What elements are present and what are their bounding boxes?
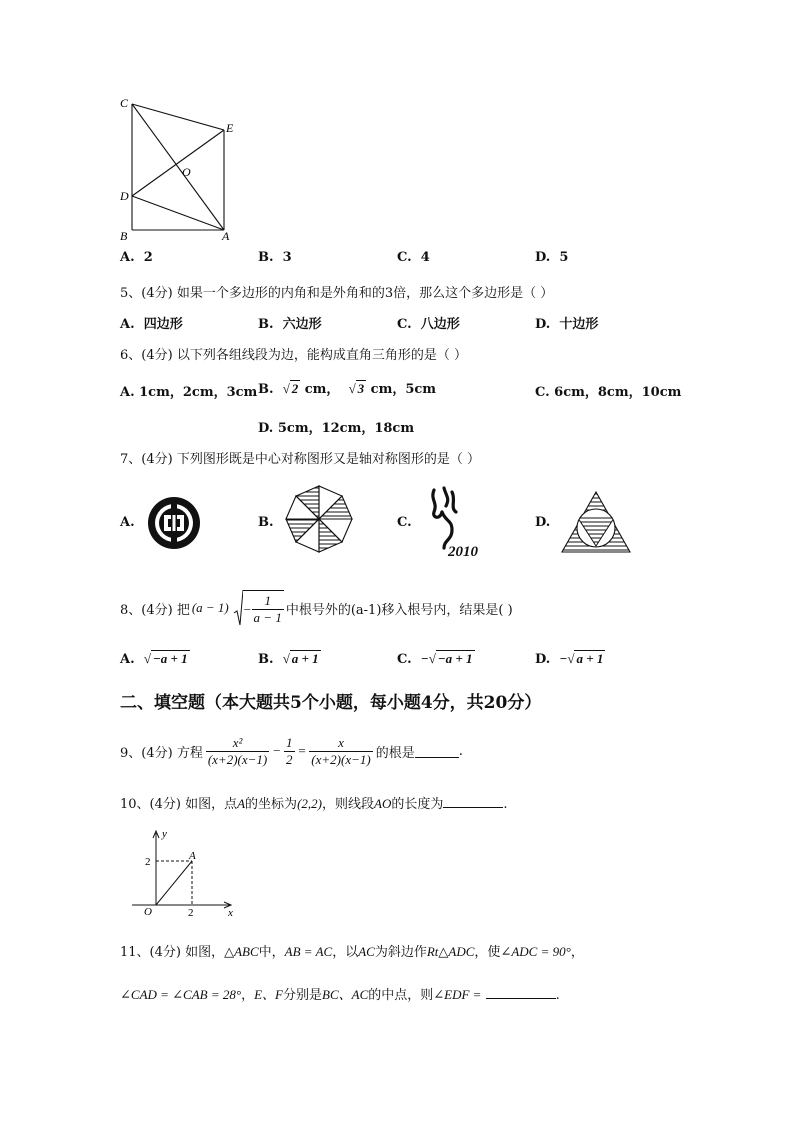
tick-y-label: 2 xyxy=(145,856,151,868)
q7-c-expo-emblem xyxy=(422,482,494,560)
line-de xyxy=(132,130,224,196)
c-glyph-text: 2010 xyxy=(448,544,478,560)
q4-option-b[interactable]: B. 3 xyxy=(258,250,292,265)
label-e: E xyxy=(226,121,234,135)
edge-ce xyxy=(132,104,224,130)
line-ca xyxy=(132,104,224,230)
q8-option-c[interactable]: C. −√ −a + 1 xyxy=(397,651,473,667)
q7-option-b[interactable]: B. xyxy=(258,515,274,530)
x-label: x xyxy=(228,907,233,919)
point-a-label: A xyxy=(189,850,196,862)
y-label: y xyxy=(162,828,167,840)
label-a: A xyxy=(222,229,230,243)
sqrt-3: √ 3 xyxy=(348,381,365,396)
q7-stem: 7、(4分) 下列图形既是中心对称图形又是轴对称图形的是（ ） xyxy=(120,452,480,467)
q4-option-c[interactable]: C. 4 xyxy=(397,250,430,265)
label-b: B xyxy=(120,229,128,243)
q9-answer-blank[interactable] xyxy=(415,745,459,758)
section-2-title: 二、填空题（本大题共5个小题，每小题4分，共20分） xyxy=(120,693,542,713)
q4-option-d[interactable]: D. 5 xyxy=(535,250,569,265)
q10-coordinate-figure xyxy=(128,825,243,920)
q6-stem: 6、(4分) 以下列各组线段为边，能构成直角三角形的是（ ） xyxy=(120,348,467,363)
q7-option-c[interactable]: C. xyxy=(397,515,412,530)
segment-ao xyxy=(156,861,192,905)
q5-option-d[interactable]: D. 十边形 xyxy=(535,317,599,332)
q11-line-2: ∠CAD = ∠CAB = 28°，E、F分别是BC、AC的中点，则∠EDF = . xyxy=(120,987,560,1003)
q5-option-c[interactable]: C. 八边形 xyxy=(397,317,460,332)
q11-line-1: 11、(4分) 如图，△ABC中，AB = AC，以AC为斜边作Rt△ADC，使∠ADC = 90°， xyxy=(120,944,584,960)
q6-option-c[interactable]: C. 6cm，8cm，10cm xyxy=(535,385,682,400)
q9-stem: 9、(4分) 方程 $\frac{\text{x²}}{(x+2)(x-1)}$ − $\frac{1}{2}$ = $\frac{x}{(x+2)(x-1)}$ 的根是 . xyxy=(120,734,463,767)
q10-stem: 10、(4分) 如图，点A的坐标为(2,2)，则线段AO的长度为 . xyxy=(120,796,508,812)
q7-option-a[interactable]: A. xyxy=(120,515,135,530)
label-o: O xyxy=(182,165,191,179)
q7-a-coin-symbol xyxy=(145,494,203,552)
q8-stem: 8、(4分) 把 (a − 1) − $\frac{1}{a - 1}$ 中根号外的(a-1)移入根号内，结果是( ) xyxy=(120,588,513,628)
tick-x-label: 2 xyxy=(188,907,194,919)
q8-radical-sign xyxy=(233,589,243,627)
q7-option-d[interactable]: D. xyxy=(535,515,551,530)
q6-option-b[interactable]: B. √ 2 cm， √ 3 cm，5cm xyxy=(258,381,437,397)
q4-option-a[interactable]: A. 2 xyxy=(120,250,153,265)
q4-geometry-figure xyxy=(110,92,245,247)
q8-option-a[interactable]: A. √ −a + 1 xyxy=(120,651,188,667)
label-c: C xyxy=(120,96,129,110)
q11-answer-blank[interactable] xyxy=(486,986,556,999)
q5-stem: 5、(4分) 如果一个多边形的内角和是外角和的3倍，那么这个多边形是（ ） xyxy=(120,286,554,301)
sqrt-2: √ 2 xyxy=(282,381,299,396)
label-d: D xyxy=(120,189,129,203)
line-da xyxy=(132,196,224,230)
origin-label: O xyxy=(144,906,152,918)
q8-option-b[interactable]: B. √ a + 1 xyxy=(258,651,319,667)
q6-option-d[interactable]: D. 5cm，12cm，18cm xyxy=(258,421,415,436)
q8-option-d[interactable]: D. −√ a + 1 xyxy=(535,651,604,667)
q5-option-b[interactable]: B. 六边形 xyxy=(258,317,322,332)
q5-option-a[interactable]: A. 四边形 xyxy=(120,317,183,332)
q10-answer-blank[interactable] xyxy=(443,795,503,808)
q7-b-pinwheel xyxy=(282,482,356,556)
q6-option-a[interactable]: A. 1cm，2cm，3cm xyxy=(120,385,258,400)
q7-d-triangle-circle xyxy=(558,488,634,556)
